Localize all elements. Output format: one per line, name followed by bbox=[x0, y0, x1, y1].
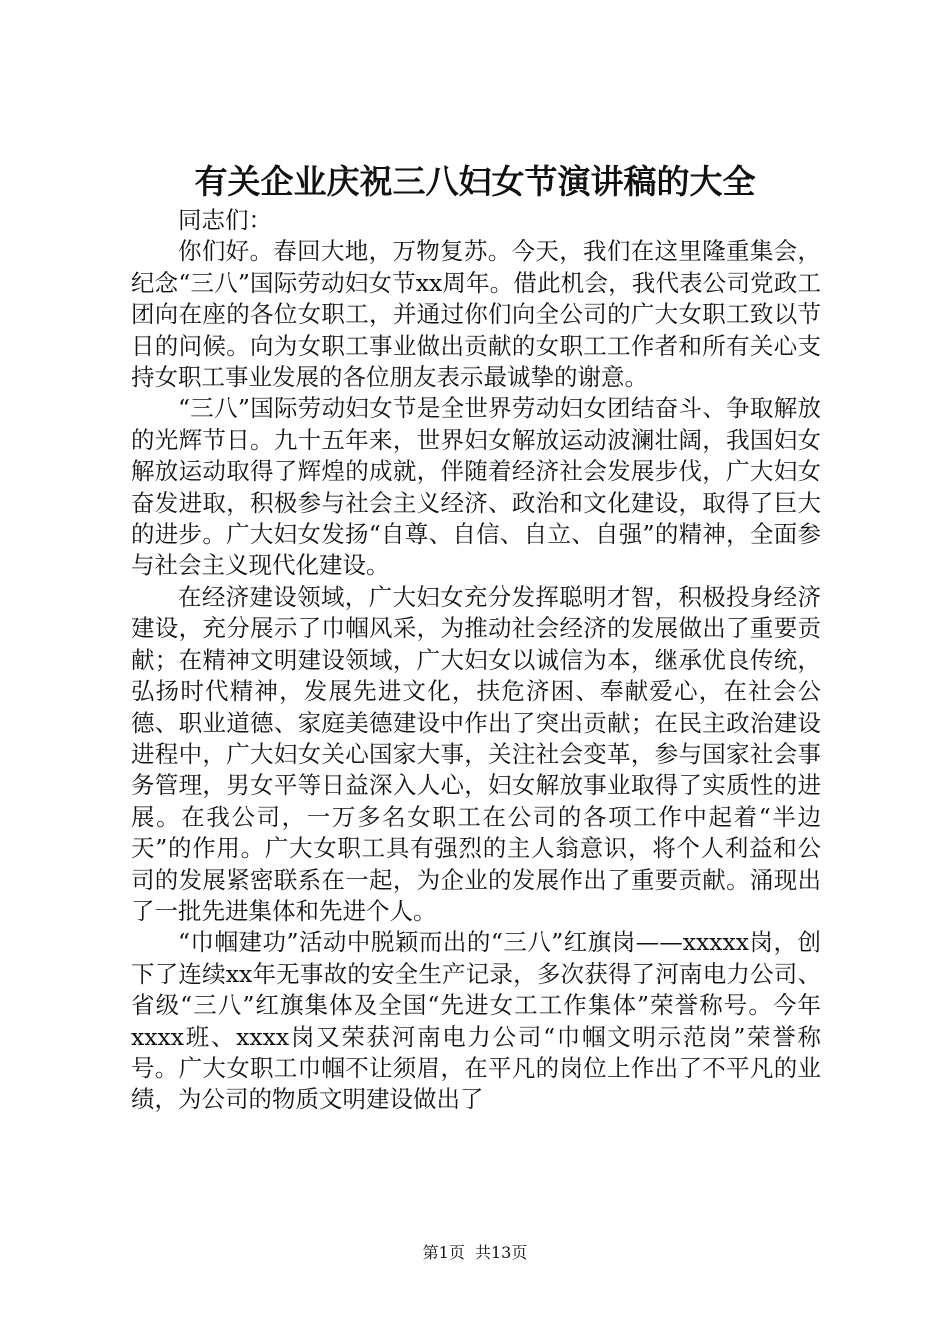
document-body bbox=[131, 205, 821, 1116]
page-number: 第1页 共13页 bbox=[422, 1243, 528, 1262]
page-footer bbox=[0, 1243, 950, 1263]
salutation: 同志们： bbox=[178, 206, 272, 234]
paragraph: “巾帼建功”活动中脱颖而出的“三八”红旗岗——xxxxx岗，创下了连续xx年无事故的安全生产记录，多次获得了河南电力公司、省级“三八”红旗集体及全国“先进女工工作集体”荣誉称号。今年xxxx班、xxxx岗又荣获河南电力公司“巾帼文明示范岗”荣誉称号。广大女职工巾帼不让须眉，在平凡的岗位上作出了不平凡的业绩，为公司的物质文明建设做出了 bbox=[131, 928, 821, 1114]
paragraph: 你们好。春回大地，万物复苏。今天，我们在这里隆重集会，纪念“三八”国际劳动妇女节xx周年。借此机会，我代表公司党政工团向在座的各位女职工，并通过你们向全公司的广大女职工致以节日的问候。向为女职工事业做出贡献的女职工工作者和所有关心支持女职工事业发展的各位朋友表示最诚挚的谢意。 bbox=[131, 237, 821, 392]
paragraph: 在经济建设领域，广大妇女充分发挥聪明才智，积极投身经济建设，充分展示了巾帼风采，为推动社会经济的发展做出了重要贡献；在精神文明建设领域，广大妇女以诚信为本，继承优良传统，弘扬时代精神，发展先进文化，扶危济困、奉献爱心，在社会公德、职业道德、家庭美德建设中作出了突出贡献；在民主政治建设进程中，广大妇女关心国家大事，关注社会变革，参与国家社会事务管理，男女平等日益深入人心，妇女解放事业取得了实质性的进展。在我公司，一万多名女职工在公司的各项工作中起着“半边天”的作用。广大女职工具有强烈的主人翁意识，将个人利益和公司的发展紧密联系在一起，为企业的发展作出了重要贡献。涌现出了一批先进集体和先进个人。 bbox=[131, 582, 821, 925]
paragraph: “三八”国际劳动妇女节是全世界劳动妇女团结奋斗、争取解放的光辉节日。九十五年来，世界妇女解放运动波澜壮阔，我国妇女解放运动取得了辉煌的成就，伴随着经济社会发展步伐，广大妇女奋发进取，积极参与社会主义经济、政治和文化建设，取得了巨大的进步。广大妇女发扬“自尊、自信、自立、自强”的精神，全面参与社会主义现代化建设。 bbox=[131, 394, 821, 580]
document-title: 有关企业庆祝三八妇女节演讲稿的大全 bbox=[194, 162, 756, 201]
